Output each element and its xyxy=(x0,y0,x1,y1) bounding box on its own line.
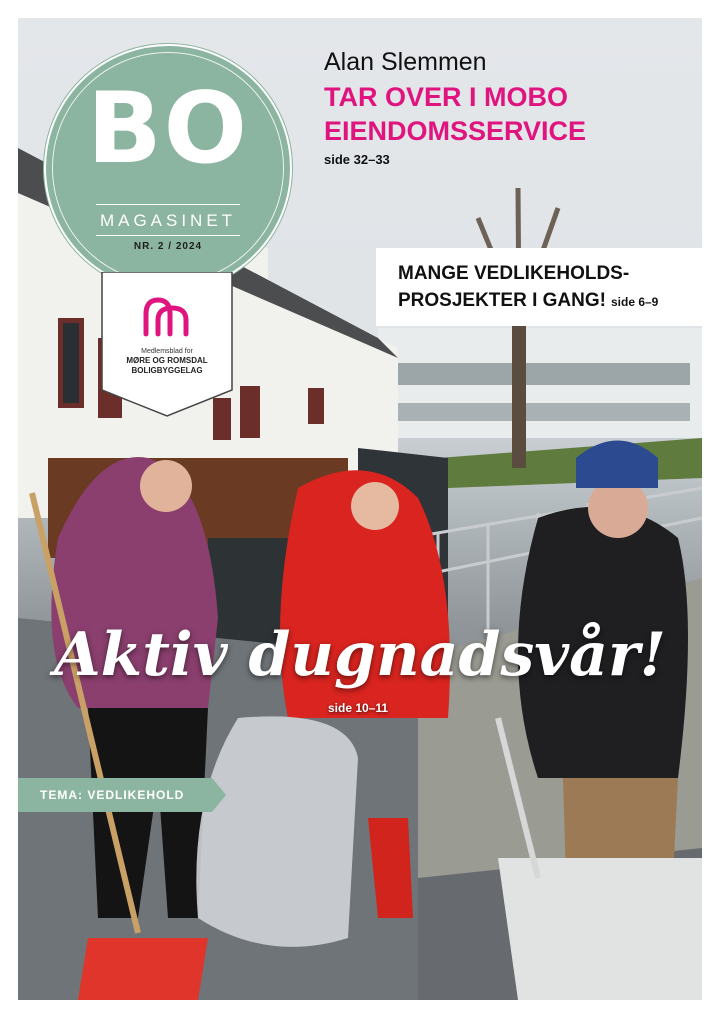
headline1-line2: EIENDOMSSERVICE xyxy=(324,116,587,146)
publisher-tagline: Medlemsblad for xyxy=(141,348,193,355)
headline2-line2: PROSJEKTER I GANG! xyxy=(398,290,606,311)
publisher-name-line2: BOLIGBYGGELAG xyxy=(131,366,203,376)
theme-tag-label: TEMA: VEDLIKEHOLD xyxy=(40,788,185,802)
headline1-title xyxy=(324,80,694,148)
publisher-badge xyxy=(100,272,234,418)
headline2-line1: MANGE VEDLIKEHOLDS- xyxy=(398,263,630,284)
headline1-line1: TAR OVER I MOBO xyxy=(324,82,569,112)
theme-tag xyxy=(18,778,212,812)
publisher-text xyxy=(100,348,234,376)
seal-divider-top xyxy=(96,204,240,205)
cover-main-page: side 10–11 xyxy=(328,701,389,715)
magazine-cover xyxy=(18,18,702,1000)
headline2-page: side 6–9 xyxy=(610,295,659,309)
headline1-name: Alan Slemmen xyxy=(324,48,487,76)
headline1-page: side 32–33 xyxy=(324,152,390,167)
headline2-title xyxy=(398,260,658,316)
magazine-logo-text: BO xyxy=(86,72,249,186)
magazine-logo-seal xyxy=(44,44,292,292)
cover-main-title: Aktiv dugnadsvår! xyxy=(54,620,666,690)
publisher-name-line1: MØRE OG ROMSDAL xyxy=(126,356,208,366)
seal-divider-bottom xyxy=(96,235,240,236)
issue-number: NR. 2 / 2024 xyxy=(133,241,203,252)
headline2-box xyxy=(376,248,702,326)
magazine-name: MAGASINET xyxy=(99,211,237,230)
